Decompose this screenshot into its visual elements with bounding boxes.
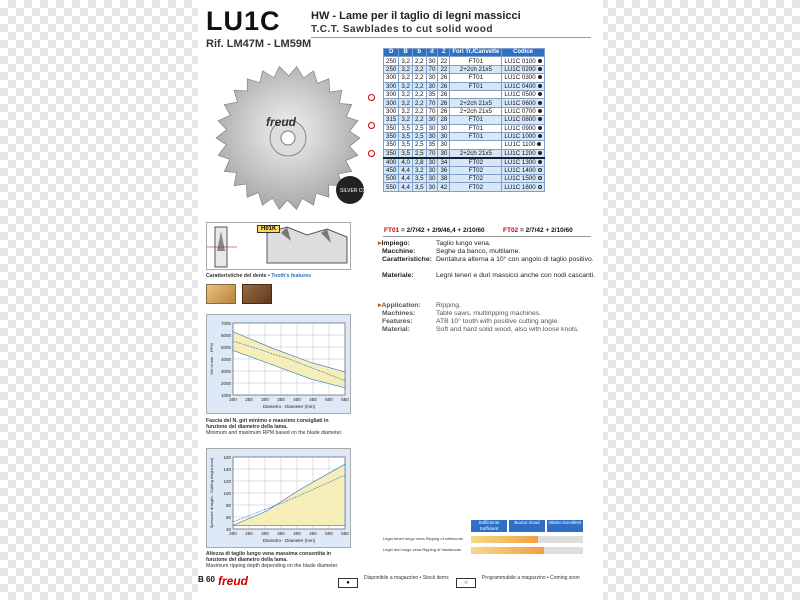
rpm-chart-y-tick: 4000 <box>220 357 231 362</box>
table-cell: 300 <box>384 74 399 82</box>
table-cell: 3,2 <box>399 90 413 98</box>
model-reference: Rif. LM47M - LM59M <box>206 38 312 50</box>
blade-brand: freud <box>266 115 296 129</box>
table-row <box>384 116 545 124</box>
rpm-chart-x-tick: 300 <box>261 397 269 402</box>
table-header-cell: Codice <box>502 49 544 57</box>
table-row <box>384 74 545 82</box>
table-cell: 30 <box>438 141 450 149</box>
table-cell: 2+2ch 21x5 <box>450 149 502 158</box>
table-cell: FT01 <box>450 57 502 65</box>
table-cell: 300 <box>384 99 399 107</box>
table-cell: 28 <box>438 116 450 124</box>
table-cell: 30 <box>426 82 438 90</box>
title-english: T.C.T. Sawblades to cut solid wood <box>311 24 494 35</box>
table-cell: 30 <box>426 116 438 124</box>
height-chart-y-tick: 60 <box>225 515 231 520</box>
height-chart-y-label: Spessore di taglio - Cutting height (mm) <box>209 457 214 529</box>
catalog-page <box>198 0 603 600</box>
stock-dot-icon <box>537 142 541 146</box>
table-cell: 4,4 <box>399 183 413 191</box>
table-cell: 3,5 <box>399 124 413 132</box>
table-cell <box>450 90 502 98</box>
coming-soon-icon <box>538 168 542 172</box>
table-row <box>384 90 545 98</box>
table-header-cell: Fori Tr./Canvette <box>450 49 502 57</box>
table-cell: 2,2 <box>412 57 426 65</box>
model-title: LU1C <box>206 6 281 36</box>
table-cell: 250 <box>384 65 399 73</box>
table-cell: LU1C 0100 <box>502 57 544 65</box>
table-cell: 2,2 <box>412 82 426 90</box>
table-cell: LU1C 1500 <box>502 175 544 183</box>
table-cell: 4,4 <box>399 166 413 174</box>
table-cell: 2,2 <box>412 107 426 115</box>
table-header-cell: Z <box>438 49 450 57</box>
table-cell: 300 <box>384 90 399 98</box>
height-chart-y-tick: 80 <box>225 503 231 508</box>
table-cell: 26 <box>438 74 450 82</box>
table-cell: 38 <box>438 175 450 183</box>
rpm-chart-y-tick: 1000 <box>220 393 231 398</box>
stock-dot-icon <box>538 92 542 96</box>
table-cell: 3,2 <box>399 57 413 65</box>
table-body <box>384 57 545 191</box>
table-cell: 34 <box>438 158 450 167</box>
table-cell: FT02 <box>450 175 502 183</box>
coming-soon-icon <box>538 185 542 189</box>
table-row <box>384 183 545 191</box>
stock-dot-icon <box>538 160 542 164</box>
title-italian: HW - Lame per il taglio di legni massicci <box>311 10 521 22</box>
rpm-chart <box>206 314 351 414</box>
table-cell: LU1C 1600 <box>502 183 544 191</box>
table-row <box>384 107 545 115</box>
table-header-cell: d <box>426 49 438 57</box>
table-row <box>384 149 545 158</box>
table-cell: 26 <box>438 82 450 90</box>
table-cell: 315 <box>384 116 399 124</box>
table-header-cell: B <box>399 49 413 57</box>
table-cell: LU1C 0300 <box>502 74 544 82</box>
table-cell: 2+2ch 21x5 <box>450 99 502 107</box>
legend-row-hardwood: Legni duri lungo vena Ripping of hardwoods <box>383 547 462 552</box>
table-cell: 22 <box>438 65 450 73</box>
coming-soon-symbol: ○ <box>456 578 476 588</box>
stock-dot-icon <box>538 67 542 71</box>
ft-divider <box>383 236 591 237</box>
table-cell: 400 <box>384 158 399 167</box>
table-cell: 3,2 <box>399 107 413 115</box>
stock-dot-icon <box>538 109 542 113</box>
table-cell: 70 <box>426 65 438 73</box>
rpm-chart-x-tick: 400 <box>293 397 301 402</box>
height-chart-x-tick: 350 <box>277 531 285 536</box>
table-cell: 35 <box>426 90 438 98</box>
table-cell <box>450 141 502 149</box>
table-cell: 3,2 <box>399 74 413 82</box>
table-cell: 36 <box>438 166 450 174</box>
table-cell: LU1C 1100 <box>502 141 544 149</box>
legend-good: Buono Good <box>509 520 545 532</box>
table-row <box>384 141 545 149</box>
info-italian: ▸Impiego: Taglio lungo vena. Macchine: Seghe da banco, multilame. Caratteristiche: Dentatura alterna a 10° con angolo di taglio positivo. Materiale: Legni teneri e duri massicci anche con nodi cascanti. <box>378 240 596 279</box>
table-cell: LU1C 1200 <box>502 149 544 158</box>
rpm-chart-y-tick: 2000 <box>220 381 231 386</box>
rpm-chart-x-tick: 350 <box>277 397 285 402</box>
table-cell: LU1C 0900 <box>502 124 544 132</box>
legend-row-softwood: Legni teneri lungo vena Ripping of softwoods <box>383 536 463 541</box>
table-cell: 30 <box>426 158 438 167</box>
table-cell: 30 <box>426 124 438 132</box>
stock-dot-icon <box>538 59 542 63</box>
hardwood-rating-bar <box>471 547 583 554</box>
table-cell: LU1C 0400 <box>502 82 544 90</box>
table-cell: 550 <box>384 183 399 191</box>
table-cell: FT01 <box>450 132 502 140</box>
height-chart-x-label: Diametro - Diameter (mm) <box>262 538 316 543</box>
table-cell: 30 <box>438 149 450 158</box>
saw-blade-image <box>208 58 382 218</box>
table-cell: 3,5 <box>412 183 426 191</box>
table-cell: 70 <box>426 99 438 107</box>
rpm-chart-caption: Fascia del N. giri minimo e massimo consigliati in funzione del diametro della lama. Minimum and maximum RPM based on the blade diameter. <box>206 418 343 436</box>
height-chart-y-tick: 160 <box>223 455 231 460</box>
softwood-rating-bar <box>471 536 583 543</box>
table-cell: 300 <box>384 107 399 115</box>
table-row <box>384 166 545 174</box>
table-cell: 350 <box>384 149 399 158</box>
table-row <box>384 57 545 65</box>
hardwood-swatch <box>242 284 272 304</box>
table-cell: 2,5 <box>412 124 426 132</box>
stock-dot-icon <box>538 117 542 121</box>
table-cell: FT02 <box>450 183 502 191</box>
table-cell: FT01 <box>450 124 502 132</box>
rpm-chart-x-tick: 450 <box>309 397 317 402</box>
table-cell: 3,5 <box>412 175 426 183</box>
table-cell: LU1C 0600 <box>502 99 544 107</box>
table-cell: LU1C 0800 <box>502 116 544 124</box>
table-cell: 3,2 <box>412 166 426 174</box>
table-cell: 2,5 <box>412 149 426 158</box>
height-chart-y-tick: 100 <box>223 491 231 496</box>
rpm-chart-x-tick: 550 <box>341 397 349 402</box>
table-cell: 30 <box>426 166 438 174</box>
stock-dot-icon <box>538 84 542 88</box>
table-cell: 30 <box>426 175 438 183</box>
cutting-height-chart <box>206 448 351 548</box>
table-cell: 2,2 <box>412 116 426 124</box>
height-chart-y-tick: 40 <box>225 527 231 532</box>
table-cell: 30 <box>438 132 450 140</box>
table-cell: LU1C 0500 <box>502 90 544 98</box>
stock-legend: Disponibile a magazzino • Stock items <box>364 575 449 581</box>
freud-logo: freud <box>218 574 248 588</box>
table-cell: 350 <box>384 132 399 140</box>
rpm-chart-y-tick: 5000 <box>220 345 231 350</box>
table-cell: 500 <box>384 175 399 183</box>
table-row <box>384 65 545 73</box>
table-header-row <box>384 49 545 57</box>
stock-dot-icon <box>538 126 542 130</box>
rpm-chart-x-tick: 250 <box>245 397 253 402</box>
table-cell: 2+2ch 21x5 <box>450 65 502 73</box>
coming-soon-icon <box>538 176 542 180</box>
table-cell: 2,2 <box>412 90 426 98</box>
legend-sufficient: Sufficiente Sufficient <box>471 520 507 532</box>
stock-dot-icon <box>538 101 542 105</box>
table-cell: 250 <box>384 57 399 65</box>
table-cell: 450 <box>384 166 399 174</box>
table-cell: 4,4 <box>399 175 413 183</box>
legend-excellent: Ottimo Excellent <box>547 520 583 532</box>
silver-coating-badge: SILVER COATING <box>340 188 382 194</box>
rpm-chart-x-tick: 500 <box>325 397 333 402</box>
rpm-chart-y-label: Giri al min. - RPM <box>209 343 214 375</box>
ft01-legend: FT01 = 2/7/42 + 2/9/46,4 + 2/10/60 <box>384 227 485 234</box>
table-cell: 3,2 <box>399 99 413 107</box>
table-cell: 30 <box>426 132 438 140</box>
table-cell: FT02 <box>450 158 502 167</box>
stock-dot-icon <box>538 151 542 155</box>
table-cell: 30 <box>426 74 438 82</box>
height-chart-x-tick: 200 <box>229 531 237 536</box>
height-chart-y-tick: 140 <box>223 467 231 472</box>
table-cell: 30 <box>438 124 450 132</box>
stock-symbol: ● <box>338 578 358 588</box>
table-cell: 350 <box>384 124 399 132</box>
header-divider <box>311 37 591 38</box>
table-row <box>384 158 545 167</box>
table-cell: 70 <box>426 107 438 115</box>
height-chart-x-tick: 250 <box>245 531 253 536</box>
stock-dot-icon <box>538 75 542 79</box>
stock-dot-icon <box>538 134 542 138</box>
table-cell: 3,5 <box>399 132 413 140</box>
tooth-diagram <box>206 222 351 270</box>
table-cell: 42 <box>438 183 450 191</box>
table-cell: 3,2 <box>399 116 413 124</box>
table-cell: 26 <box>438 107 450 115</box>
table-cell: 3,2 <box>399 82 413 90</box>
table-row <box>384 99 545 107</box>
rpm-chart-y-tick: 6000 <box>220 333 231 338</box>
table-cell: LU1C 1300 <box>502 158 544 167</box>
table-cell: 35 <box>426 141 438 149</box>
table-cell: 30 <box>426 57 438 65</box>
table-cell: 26 <box>438 99 450 107</box>
table-cell: 3,2 <box>399 65 413 73</box>
table-cell: 2,2 <box>412 65 426 73</box>
spec-table <box>383 48 545 192</box>
restriction-icon <box>368 122 375 129</box>
table-cell: 2,5 <box>412 141 426 149</box>
table-row <box>384 132 545 140</box>
table-header-cell: D <box>384 49 399 57</box>
table-cell: 2,2 <box>412 74 426 82</box>
table-row <box>384 175 545 183</box>
height-chart-x-tick: 550 <box>341 531 349 536</box>
info-english: ▸Application: Ripping. Machines: Table saws, multiripping machines. Features: ATB 10° tooth with positive cutting angle. Material: Soft and hard solid wood, also with loose knots. <box>378 302 580 333</box>
table-header-cell: b <box>412 49 426 57</box>
table-cell: LU1C 0200 <box>502 65 544 73</box>
restriction-icon <box>368 150 375 157</box>
table-cell: FT01 <box>450 82 502 90</box>
table-cell: 2,5 <box>412 132 426 140</box>
coming-soon-legend: Programmabile a magazzino • Coming soon <box>482 575 580 581</box>
rpm-chart-x-label: Diametro - Diameter (mm) <box>262 404 316 409</box>
height-chart-y-tick: 120 <box>223 479 231 484</box>
table-cell: 30 <box>426 183 438 191</box>
height-chart-x-tick: 450 <box>309 531 317 536</box>
rpm-chart-y-tick: 7000 <box>220 321 231 326</box>
softwood-swatch <box>206 284 236 304</box>
height-chart-x-tick: 300 <box>261 531 269 536</box>
table-row <box>384 82 545 90</box>
height-chart-x-tick: 400 <box>293 531 301 536</box>
height-chart-caption: Altezza di taglio lungo vena massima consentita in funzione del diametro della lama. Maximum ripping depth depending on the blade diameter. <box>206 551 339 569</box>
table-cell: LU1C 1000 <box>502 132 544 140</box>
table-cell: 2+2ch 21x5 <box>450 107 502 115</box>
table-cell: FT01 <box>450 74 502 82</box>
table-cell: 2,8 <box>412 158 426 167</box>
table-cell: 300 <box>384 82 399 90</box>
rpm-chart-x-tick: 200 <box>229 397 237 402</box>
rpm-chart-y-tick: 3000 <box>220 369 231 374</box>
tooth-caption: Caratteristiche del dente • Tooth's features <box>206 273 312 279</box>
table-cell: 3,5 <box>399 149 413 158</box>
table-cell: 350 <box>384 141 399 149</box>
table-cell: LU1C 1400 <box>502 166 544 174</box>
table-cell: FT01 <box>450 116 502 124</box>
restriction-icon <box>368 94 375 101</box>
page-number: B 60 <box>198 575 215 584</box>
table-cell: 26 <box>438 90 450 98</box>
table-cell: 3,5 <box>399 141 413 149</box>
table-cell: FT02 <box>450 166 502 174</box>
table-cell: 70 <box>426 149 438 158</box>
tooth-code-badge: H01K <box>257 225 280 233</box>
height-chart-x-tick: 500 <box>325 531 333 536</box>
table-cell: 2,2 <box>412 99 426 107</box>
table-row <box>384 124 545 132</box>
table-cell: 22 <box>438 57 450 65</box>
table-cell: LU1C 0700 <box>502 107 544 115</box>
table-cell: 4,0 <box>399 158 413 167</box>
ft02-legend: FT02 = 2/7/42 + 2/10/60 <box>503 227 573 234</box>
performance-legend <box>383 520 593 560</box>
